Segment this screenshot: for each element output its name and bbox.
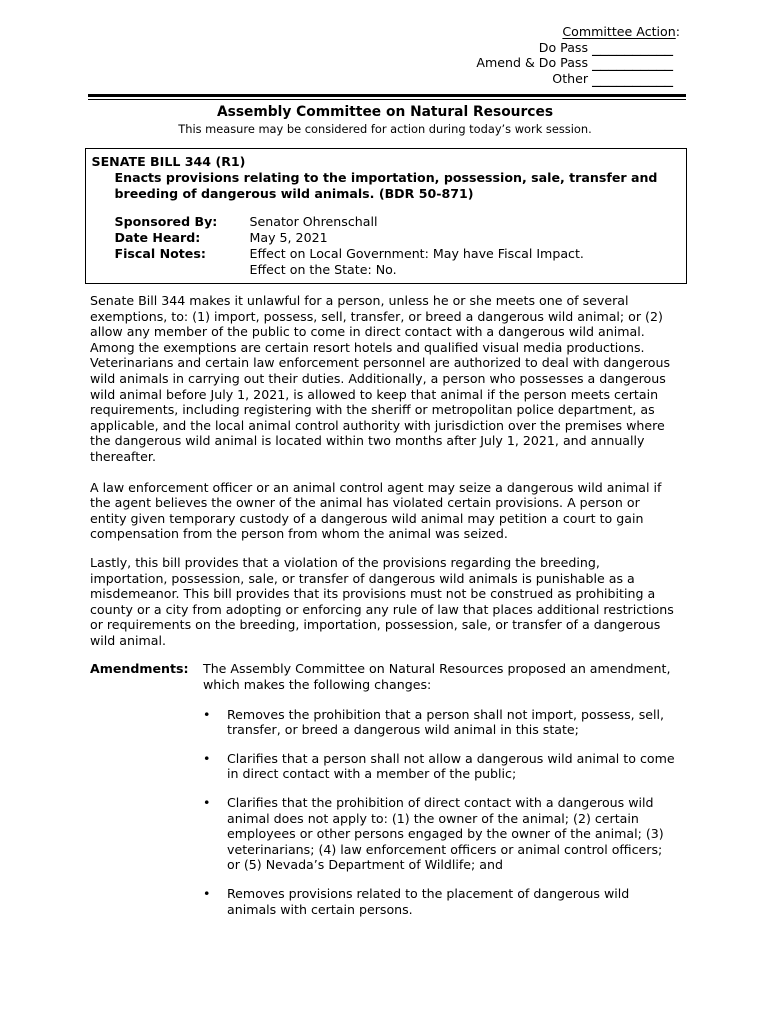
page-subtitle: This measure may be considered for action during today’s work session.: [178, 122, 592, 136]
amendment-item-text: Clarifies that a person shall not allow a dangerous wild animal to come in direct contact with a member of the public;: [227, 750, 675, 782]
amendments-label: Amendments:: [90, 661, 189, 677]
amendment-item-text: Clarifies that the prohibition of direct contact with a dangerous wild animal does not apply to: (1) the owner of the animal; (2) certain employees or other persons engaged by the owner of the animal; (3) veterinarians; (4) law enforcement officers or animal control officers; or (5) Nevada’s Department of Wildlife; and: [227, 795, 664, 873]
amendment-list-item: [203, 886, 750, 917]
page-title: Assembly Committee on Natural Resources: [216, 104, 554, 120]
amendment-item-text: Removes the prohibition that a person shall not import, possess, sell, transfer, or breed a dangerous wild animal in this state;: [227, 706, 664, 738]
option-label: Amend & Do Pass: [476, 55, 589, 71]
bill-summary-box: [85, 148, 687, 284]
option-blank-line: __________: [592, 36, 673, 56]
body-paragraph: A law enforcement officer or an animal control agent may seize a dangerous wild animal if the agent believes the owner of the animal has violated certain provisions. A person or entity given temporary custody of a dangerous wild animal may petition a court to gain compensation from the person from whom the animal was seized.: [90, 479, 662, 542]
committee-action-label: Committee Action: [562, 24, 676, 39]
amendments-section: [90, 661, 750, 692]
body-paragraph: Lastly, this bill provides that a violation of the provisions regarding the breeding, importation, possession, sale, or transfer of dangerous wild animals is punishable as a misdemeanor. This bill provides that its provisions must not be construed as prohibiting a county or a city from adopting or enforcing any rule of law that places additional restrictions or requirements on the breeding, importation, possession, sale, or transfer of a dangerous wild animal.: [90, 554, 674, 648]
bullet-icon: •: [203, 795, 211, 811]
bill-fields: [115, 214, 681, 278]
field-label: Date Heard:: [114, 229, 201, 245]
amendments-intro: The Assembly Committee on Natural Resources proposed an amendment, which makes the following changes:: [203, 661, 671, 693]
field-value: Effect on Local Government: May have Fiscal Impact. Effect on the State: No.: [249, 245, 584, 277]
field-sponsored-by: [115, 214, 681, 230]
amendment-list-item: [203, 751, 750, 782]
field-value: Senator Ohrenschall: [249, 213, 378, 229]
amendment-list-item: [203, 795, 750, 873]
bullet-icon: •: [203, 886, 211, 901]
document-body: [90, 293, 750, 930]
header-rule-thick: [88, 94, 686, 97]
field-value: May 5, 2021: [249, 229, 328, 245]
option-blank-line: __________: [592, 52, 673, 72]
option-blank-line: __________: [592, 67, 673, 87]
committee-action-colon: :: [675, 24, 680, 39]
field-label: Fiscal Notes:: [114, 245, 206, 261]
option-label: Do Pass: [538, 39, 589, 55]
amendment-item-text: Removes provisions related to the placement of dangerous wild animals with certain persons.: [227, 886, 630, 917]
option-label: Other: [552, 70, 589, 86]
bill-description: Enacts provisions relating to the importation, possession, sale, transfer and breeding of dangerous wild animals. (BDR 50-871): [114, 169, 658, 201]
bullet-icon: •: [203, 750, 211, 766]
body-paragraph: Senate Bill 344 makes it unlawful for a person, unless he or she meets one of several exemptions, to: (1) import, possess, sell, transfer, or breed a dangerous wild animal; or (2) allow any member of the public to come in direct contact with a dangerous wild animal. Among the exemptions are certain resort hotels and qualified visual media productions. Veterinarians and certain law enforcement personnel are authorized to deal with dangerous wild animals in carrying out their duties. Additionally, a person who possesses a dangerous wild animal before July 1, 2021, is allowed to keep that animal if the person meets certain requirements, including registering with the sheriff or metropolitan police department, as applicable, and the local animal control authority with jurisdiction over the premises where the dangerous wild animal is located within two months after July 1, 2021, and annually thereafter.: [90, 293, 671, 464]
header-rule-thin: [88, 99, 686, 100]
bill-number: SENATE BILL 344 (R1): [91, 153, 246, 169]
field-label: Sponsored By:: [114, 213, 218, 229]
committee-action-option-other: [476, 67, 680, 87]
bullet-icon: •: [203, 706, 211, 722]
committee-action-block: [476, 24, 680, 86]
amendment-list-item: [203, 707, 750, 738]
field-date-heard: [115, 230, 681, 246]
field-fiscal-notes: [115, 246, 681, 278]
